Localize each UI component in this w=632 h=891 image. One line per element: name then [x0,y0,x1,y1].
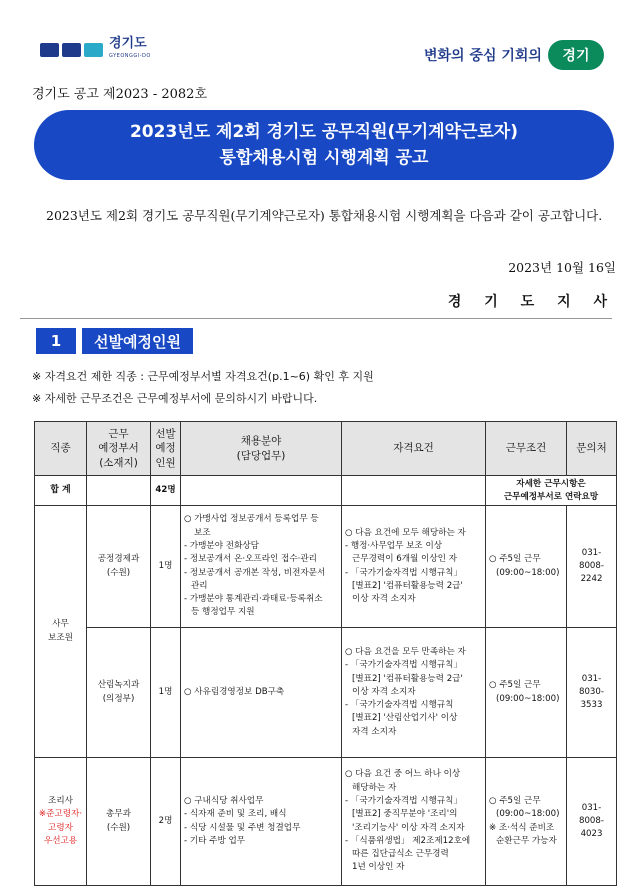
header-contact: 문의처 [567,422,617,476]
qualification-cell: ○ 다음 요건을 모두 만족하는 자 - 「국가기술자격법 시행규칙」 [별표2] '컴퓨터활용능력 2급' 이상 자격 소지자 - 「국가기술자격법 시행규칙 [별표2] '산림산업기사' 이상 자격 소지자 [342,628,486,758]
section-heading [36,328,193,354]
count-cell: 1명 [151,506,181,628]
title-line-2: 통합채용시험 시행계획 공고 [219,148,429,168]
divider [20,318,612,319]
total-label: 합 계 [35,476,87,506]
intro-paragraph: 2023년도 제2회 경기도 공무직원(무기계약근로자) 통합채용시험 시행계획을 다음과 같이 공고합니다. [46,208,603,223]
slogan-badge: 경기 [548,40,604,70]
job-office-assistant: 사무 보조원 [35,506,87,758]
header-dept: 근무 예정부서 (소재지) [87,422,151,476]
dept-cell: 산림녹지과 (의정부) [87,628,151,758]
header-conditions: 근무조건 [486,422,567,476]
contact-cell: 031-8008- 2242 [567,506,617,628]
table-header-row [35,422,617,476]
logo-mark-icon [40,43,103,57]
table-row [35,506,617,628]
conditions-cell: ○ 주5일 근무 (09:00~18:00) [486,628,567,758]
title-line-1: 2023년도 제2회 경기도 공무직원(무기계약근로자) [129,122,519,142]
dept-cell: 총무과 (수원) [87,758,151,886]
total-note: 자세한 근무시항은 근무예정부서로 연락요망 [486,476,617,506]
title-banner [34,110,614,180]
qualification-cell: ○ 다음 요건 중 어느 하나 이상 해당하는 자 - 「국가기술자격법 시행규칙」 [별표2] 중직무분야 '조리'의 '조리기능사' 이상 자격 소지자 - 「식품위생법」 제2조제12호에 따른 집단급식소 근무경력 1년 이상인 자 [342,758,486,886]
slogan: 변화의 중심 기회의 경기 [424,40,604,70]
section-number: 1 [36,328,76,354]
section-title: 선발예정인원 [82,328,193,354]
count-cell: 2명 [151,758,181,886]
total-row [35,476,617,506]
logo-wordmark: 경기도 GYEONGGI-DO [109,36,151,59]
conditions-cell: ○ 주5일 근무 (09:00~18:00) [486,506,567,628]
header-qualification: 자격요건 [342,422,486,476]
header-job: 직종 [35,422,87,476]
recruitment-table [34,421,617,886]
field-cell: ○ 구내식당 취사업무 - 식자재 준비 및 조리, 배식 - 식당 시설물 및 주변 청결업무 - 기타 주방 업무 [181,758,342,886]
table-row [35,628,617,758]
table-row [35,758,617,886]
contact-cell: 031-8030- 3533 [567,628,617,758]
qualification-cell: ○ 다음 요건에 모두 해당하는 자 - 행정·사무업무 보조 이상 근무경력이 6개월 이상인 자 - 「국가기술자격법 시행규칙」 [별표2] '컴퓨터활용능력 2급' 이상 자격 소지자 [342,506,486,628]
note-conditions: ※ 자세한 근무조건은 근무예정부서에 문의하시기 바랍니다. [32,392,318,405]
note-qualification: ※ 자격요건 제한 직종 : 근무예정부서별 자격요건(p.1~6) 확인 후 지원 [32,370,374,383]
contact-cell: 031-8008- 4023 [567,758,617,886]
issuer: 경 기 도 지 사 [447,294,616,310]
header-field: 채용분야 (담당업무) [181,422,342,476]
count-cell: 1명 [151,628,181,758]
conditions-cell: ○ 주5일 근무 (09:00~18:00) ※ 조·석식 준비조 순환근무 가능자 [486,758,567,886]
dept-cell: 공정경제과 (수원) [87,506,151,628]
field-cell: ○ 가맹사업 정보공개서 등록업무 등 보조 - 가맹분야 전화상담 - 정보공개서 온·오프라인 접수·관리 - 정보공개서 공개본 작성, 비전자문서 관리 - 가맹분야 통계관리·과태료·등록취소 등 행정업무 지원 [181,506,342,628]
job-cook: 조리사 ※준고령자· 고령자 우선고용 [35,758,87,886]
gyeonggi-logo [40,38,151,62]
total-count: 42명 [151,476,181,506]
header-count: 선발 예정 인원 [151,422,181,476]
field-cell: ○ 사유림경영정보 DB구축 [181,628,342,758]
notice-number: 경기도 공고 제2023 - 2082호 [32,87,207,102]
notice-date: 2023년 10월 16일 [508,260,616,275]
